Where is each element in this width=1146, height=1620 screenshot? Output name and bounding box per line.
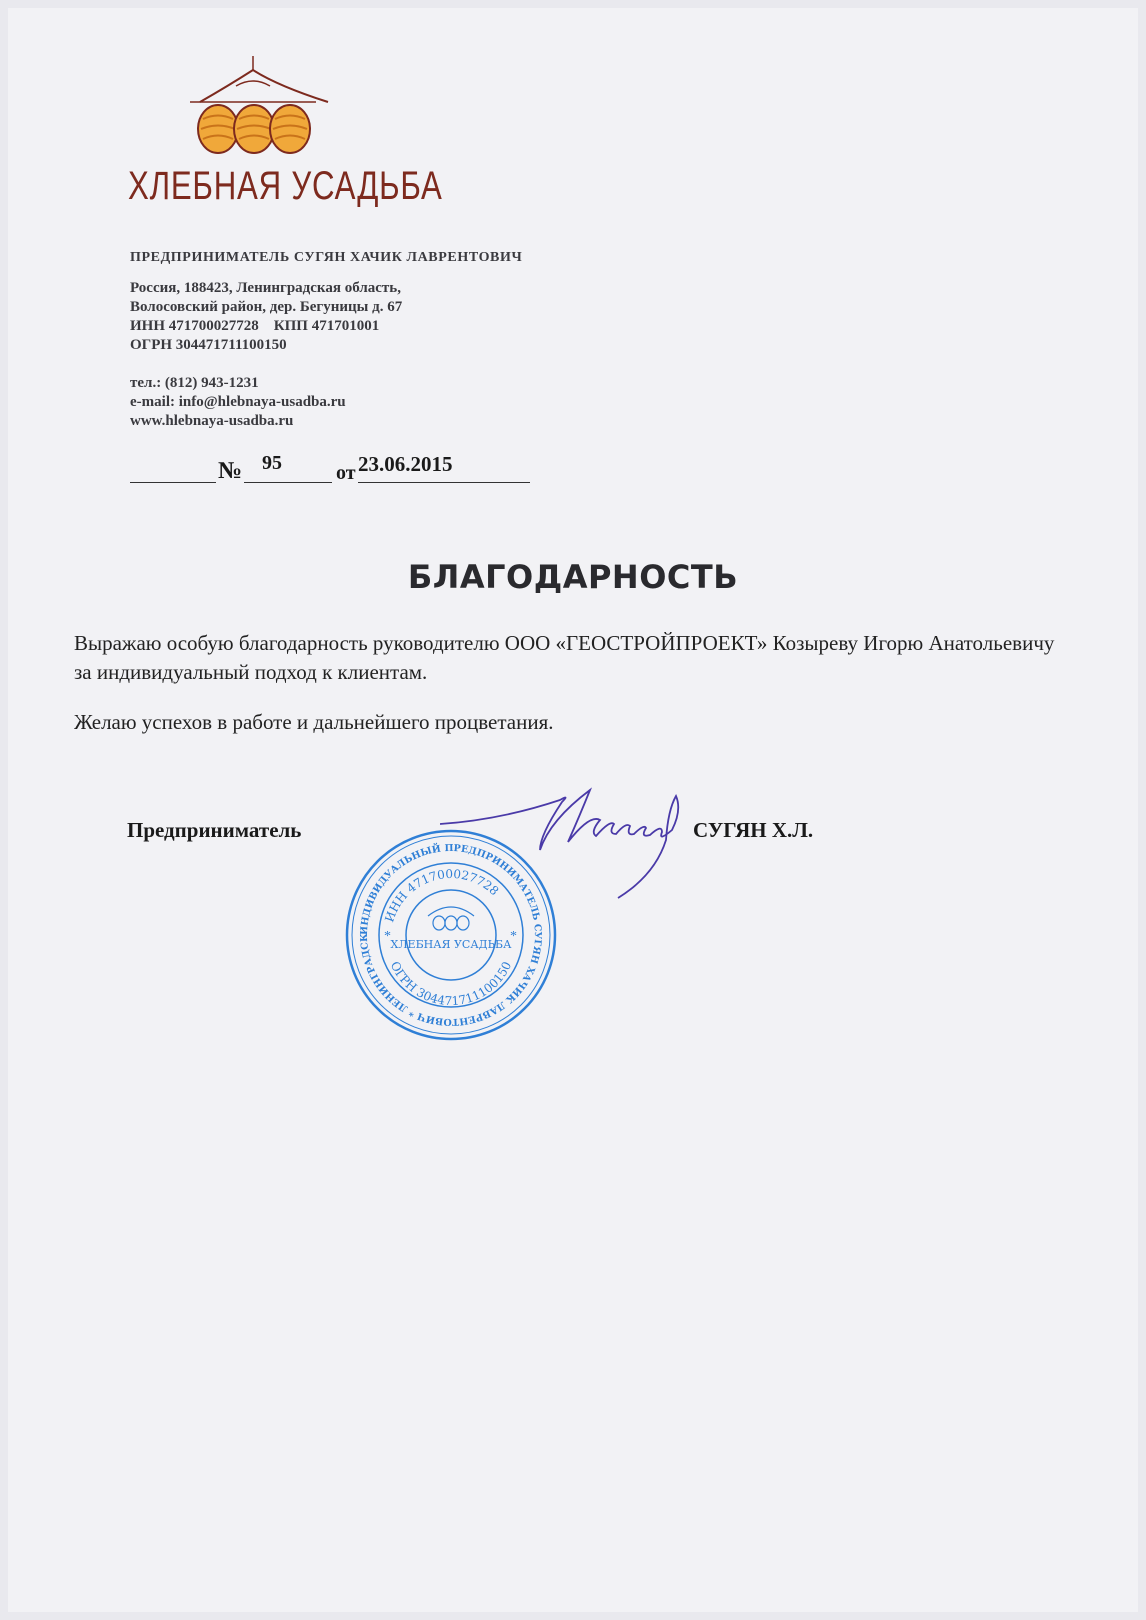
ogrn: ОГРН 304471711100150 — [130, 337, 287, 353]
email-link[interactable]: e-mail: info@hlebnaya-usadba.ru — [130, 394, 346, 410]
svg-text:*: * — [384, 929, 391, 944]
letter-title: БЛАГОДАРНОСТЬ — [407, 558, 739, 596]
blank-line — [130, 482, 216, 483]
svg-text:*: * — [510, 929, 517, 944]
svg-text:ИНДИВИДУАЛЬНЫЙ ПРЕДПРИНИМАТЕЛЬ: ИНДИВИДУАЛЬНЫЙ ПРЕДПРИНИМАТЕЛЬ СУГЯН ХАЧИК ЛАВРЕНТОВИЧ * ЛЕНИНГРАДСК — [358, 842, 544, 1028]
blank-line — [244, 482, 332, 483]
signatory-name: СУГЯН Х.Л. — [693, 818, 814, 842]
company-logo — [128, 52, 443, 222]
letter-paragraph: Выражаю особую благодарность руководителю ООО «ГЕОСТРОЙПРОЕКТ» Козыреву Игорю Анатольевичу за индивидуальный подход к клиентам. — [74, 631, 1055, 684]
phone: тел.: (812) 943-1231 — [130, 375, 259, 391]
address-block — [130, 279, 402, 355]
handwritten-signature — [440, 780, 720, 910]
svg-text:ИНН 471700027728: ИНН 471700027728 — [382, 866, 502, 925]
entrepreneur-title: ПРЕДПРИНИМАТЕЛЬ СУГЯН ХАЧИК ЛАВРЕНТОВИЧ — [130, 250, 523, 265]
blank-line — [358, 482, 530, 483]
number-sign: № — [218, 458, 243, 484]
address-line: Россия, 188423, Ленинградская область, — [130, 280, 401, 296]
letter-page — [8, 8, 1138, 1612]
address-line: Волосовский район, дер. Бегуницы д. 67 — [130, 299, 403, 315]
document-date: 23.06.2015 — [358, 452, 453, 476]
registration-line — [130, 448, 530, 488]
from-label: от — [336, 462, 356, 484]
website-link[interactable]: www.hlebnaya-usadba.ru — [130, 413, 294, 429]
inn-kpp: ИНН 471700027728 КПП 471701001 — [130, 318, 380, 334]
svg-text:ОГРН 304471711100150: ОГРН 304471711100150 — [387, 959, 515, 1009]
contacts-block — [130, 374, 346, 431]
letter-paragraph: Желаю успехов в работе и дальнейшего процветания. — [74, 710, 554, 734]
bakery-roof-logo-icon — [128, 52, 408, 172]
brand-name: ХЛЕБНАЯ УСАДЬБА — [128, 164, 443, 208]
document-number: 95 — [262, 452, 282, 474]
svg-text:ХЛЕБНАЯ УСАДЬБА: ХЛЕБНАЯ УСАДЬБА — [390, 938, 512, 951]
signatory-position: Предприниматель — [127, 818, 302, 842]
